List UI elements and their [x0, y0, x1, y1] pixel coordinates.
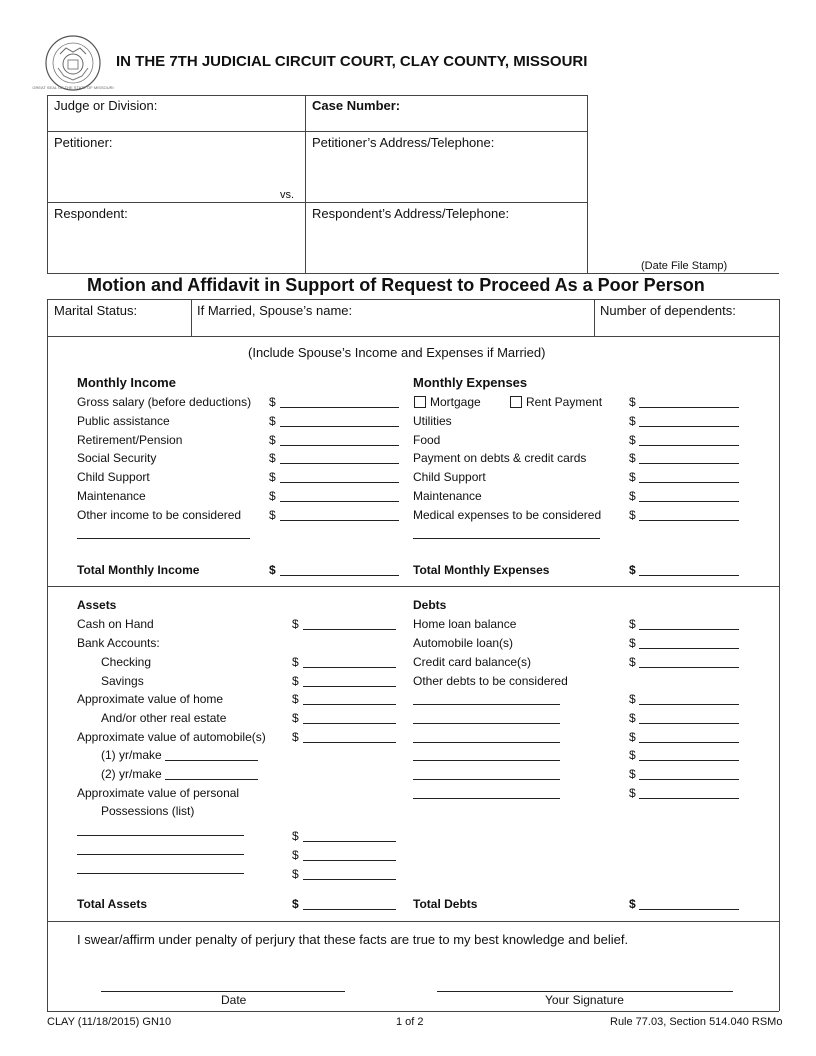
other-debt-description-field[interactable] [413, 760, 560, 761]
case-number-label: Case Number: [312, 98, 401, 113]
currency-sign: $ [292, 655, 299, 669]
expense-amount-field[interactable] [639, 445, 739, 446]
monthly-expenses-heading: Monthly Expenses [413, 375, 528, 390]
expense-item-label: Payment on debts & credit cards [413, 451, 587, 465]
total-monthly-expenses-label: Total Monthly Expenses [413, 563, 550, 577]
expense-amount-field[interactable] [639, 520, 739, 521]
asset-amount-field[interactable] [303, 629, 396, 630]
currency-sign: $ [292, 617, 299, 631]
income-item-label: Maintenance [77, 489, 146, 503]
rent-payment-checkbox[interactable] [510, 396, 522, 408]
currency-sign: $ [629, 470, 636, 484]
income-amount-field[interactable] [280, 463, 399, 464]
other-expense-blank[interactable] [413, 538, 600, 539]
other-debts-label: Other debts to be considered [413, 674, 568, 688]
respondent-label: Respondent: [54, 206, 128, 221]
auto-2-field[interactable] [165, 779, 258, 780]
assets-heading: Assets [77, 598, 117, 612]
total-assets-field[interactable] [303, 909, 396, 910]
asset-amount-field[interactable] [303, 667, 396, 668]
income-item-label: Public assistance [77, 414, 170, 428]
mortgage-checkbox[interactable] [414, 396, 426, 408]
missouri-state-seal-icon [32, 34, 114, 92]
income-amount-field[interactable] [280, 426, 399, 427]
currency-sign: $ [629, 748, 636, 762]
asset-amount-field[interactable] [303, 686, 396, 687]
checking-label: Checking [101, 655, 152, 669]
petitioner-label: Petitioner: [54, 135, 113, 150]
total-monthly-income-field[interactable] [280, 575, 399, 576]
credit-card-label: Credit card balance(s) [413, 655, 532, 669]
income-amount-field[interactable] [280, 407, 399, 408]
debt-amount-field[interactable] [639, 760, 739, 761]
currency-sign: $ [292, 848, 299, 862]
marital-status-label: Marital Status: [54, 303, 138, 318]
currency-sign: $ [269, 489, 276, 503]
home-loan-label: Home loan balance [413, 617, 517, 631]
perjury-statement: I swear/affirm under penalty of perjury that these facts are true to my best knowledge and belief. [77, 932, 629, 947]
income-note: (Include Spouse’s Income and Expenses if Married) [248, 345, 546, 360]
income-item-label: Gross salary (before deductions) [77, 395, 252, 409]
currency-sign: $ [629, 489, 636, 503]
income-item-label: Child Support [77, 470, 150, 484]
other-debt-description-field[interactable] [413, 723, 560, 724]
debt-amount-field[interactable] [639, 798, 739, 799]
savings-label: Savings [101, 674, 144, 688]
income-amount-field[interactable] [280, 445, 399, 446]
expense-item-label: Maintenance [413, 489, 482, 503]
court-title: IN THE 7TH JUDICIAL CIRCUIT COURT, CLAY COUNTY, MISSOURI [116, 53, 588, 70]
currency-sign: $ [269, 508, 276, 522]
date-label: Date [221, 993, 247, 1007]
currency-sign: $ [292, 692, 299, 706]
asset-amount-field[interactable] [303, 860, 396, 861]
cash-on-hand-label: Cash on Hand [77, 617, 154, 631]
expense-item-label: Child Support [413, 470, 486, 484]
currency-sign: $ [629, 636, 636, 650]
respondent-address-label: Respondent’s Address/Telephone: [312, 206, 510, 221]
expense-amount-field[interactable] [639, 463, 739, 464]
currency-sign: $ [629, 897, 636, 911]
debt-amount-field[interactable] [639, 629, 739, 630]
date-file-stamp-label: (Date File Stamp) [641, 260, 728, 272]
currency-sign: $ [629, 433, 636, 447]
income-amount-field[interactable] [280, 482, 399, 483]
currency-sign: $ [292, 867, 299, 881]
spouse-name-label: If Married, Spouse’s name: [197, 303, 353, 318]
other-income-blank[interactable] [77, 538, 250, 539]
currency-sign: $ [629, 451, 636, 465]
currency-sign: $ [269, 470, 276, 484]
debt-amount-field[interactable] [639, 779, 739, 780]
currency-sign: $ [292, 829, 299, 843]
debt-amount-field[interactable] [639, 704, 739, 705]
rule-citation: Rule 77.03, Section 514.040 RSMo [610, 1016, 783, 1028]
total-debts-field[interactable] [639, 909, 739, 910]
possession-item-field[interactable] [77, 873, 244, 874]
debt-amount-field[interactable] [639, 648, 739, 649]
currency-sign: $ [629, 692, 636, 706]
income-item-label: Retirement/Pension [77, 433, 183, 447]
currency-sign: $ [629, 414, 636, 428]
other-debt-description-field[interactable] [413, 742, 560, 743]
svg-text:GREAT SEAL OF THE STATE OF MIS: GREAT SEAL OF THE STATE OF MISSOURI [32, 85, 114, 90]
other-debt-description-field[interactable] [413, 779, 560, 780]
debts-heading: Debts [413, 598, 447, 612]
form-id: CLAY (11/18/2015) GN10 [47, 1016, 172, 1028]
currency-sign: $ [629, 655, 636, 669]
currency-sign: $ [629, 617, 636, 631]
possession-item-field[interactable] [77, 835, 244, 836]
currency-sign: $ [292, 674, 299, 688]
currency-sign: $ [629, 508, 636, 522]
auto-1-label: (1) yr/make [101, 748, 162, 762]
asset-amount-field[interactable] [303, 723, 396, 724]
home-value-label: Approximate value of home [77, 692, 224, 706]
asset-amount-field[interactable] [303, 704, 396, 705]
auto-1-field[interactable] [165, 760, 258, 761]
total-debts-label: Total Debts [413, 897, 478, 911]
income-item-label: Other income to be considered [77, 508, 242, 522]
mortgage-label: Mortgage [430, 395, 481, 409]
asset-amount-field[interactable] [303, 879, 396, 880]
other-debt-description-field[interactable] [413, 704, 560, 705]
expense-item-label: Food [413, 433, 441, 447]
bank-accounts-label: Bank Accounts: [77, 636, 160, 650]
judge-division-label: Judge or Division: [54, 98, 158, 113]
expense-amount-field[interactable] [639, 501, 739, 502]
monthly-income-heading: Monthly Income [77, 375, 176, 390]
currency-sign: $ [629, 767, 636, 781]
automobile-value-label: Approximate value of automobile(s) [77, 730, 266, 744]
currency-sign: $ [269, 433, 276, 447]
income-amount-field[interactable] [280, 520, 399, 521]
asset-amount-field[interactable] [303, 841, 396, 842]
dependents-label: Number of dependents: [600, 303, 736, 318]
currency-sign: $ [629, 563, 636, 577]
expense-item-label: Utilities [413, 414, 452, 428]
total-monthly-expenses-field[interactable] [639, 575, 739, 576]
currency-sign: $ [629, 711, 636, 725]
currency-sign: $ [292, 730, 299, 744]
debt-amount-field[interactable] [639, 742, 739, 743]
income-amount-field[interactable] [280, 501, 399, 502]
expense-amount-field[interactable] [639, 426, 739, 427]
total-monthly-income-label: Total Monthly Income [77, 563, 200, 577]
currency-sign: $ [269, 395, 276, 409]
other-debt-description-field[interactable] [413, 798, 560, 799]
asset-amount-field[interactable] [303, 742, 396, 743]
currency-sign: $ [269, 414, 276, 428]
signature-field[interactable] [437, 991, 733, 992]
automobile-loan-label: Automobile loan(s) [413, 636, 514, 650]
signature-label: Your Signature [545, 993, 624, 1007]
income-item-label: Social Security [77, 451, 157, 465]
date-field[interactable] [101, 991, 345, 992]
currency-sign: $ [629, 395, 636, 409]
form-title: Motion and Affidavit in Support of Request to Proceed As a Poor Person [87, 275, 705, 295]
personal-value-label: Approximate value of personal [77, 786, 240, 800]
page-number: 1 of 2 [396, 1016, 424, 1028]
currency-sign: $ [269, 451, 276, 465]
versus-label: vs. [280, 189, 295, 201]
debt-amount-field[interactable] [639, 667, 739, 668]
debt-amount-field[interactable] [639, 723, 739, 724]
housing-amount-field[interactable] [639, 407, 739, 408]
petitioner-address-label: Petitioner’s Address/Telephone: [312, 135, 495, 150]
auto-2-label: (2) yr/make [101, 767, 162, 781]
currency-sign: $ [629, 786, 636, 800]
possession-item-field[interactable] [77, 854, 244, 855]
expense-amount-field[interactable] [639, 482, 739, 483]
expense-item-label: Medical expenses to be considered [413, 508, 602, 522]
currency-sign: $ [629, 730, 636, 744]
possessions-label: Possessions (list) [101, 804, 195, 818]
rent-payment-label: Rent Payment [526, 395, 603, 409]
currency-sign: $ [269, 563, 276, 577]
currency-sign: $ [292, 897, 299, 911]
total-assets-label: Total Assets [77, 897, 148, 911]
real-estate-label: And/or other real estate [101, 711, 227, 725]
currency-sign: $ [292, 711, 299, 725]
